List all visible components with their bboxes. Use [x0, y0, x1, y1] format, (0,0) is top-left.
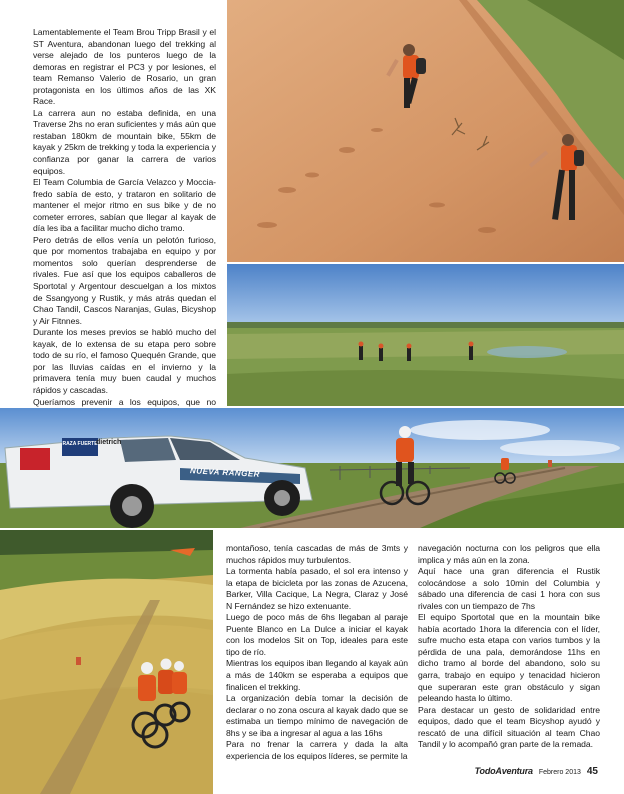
truck-brand-badge: RAZA FUERTE — [62, 441, 98, 447]
paragraph: Aquí hace una gran diferencia el Rustik colocándose a solo 10min del Columbia y sábado una diferencia de casi 1 hora con sus rivales con un tiempazo de 7hs — [418, 566, 600, 611]
paragraph: Para destacar un gesto de solidaridad entre equipos, dado que el team Bicyshop ayudó y rescató de una difícil situación al team Chao Tandil y lo acompañó gran parte de la remada. — [418, 704, 600, 750]
paragraph: Durante los meses previos se habló mucho del kayak, de lo extensa de su etapa pero sobre todo de su río, el famoso Quequén Grande, que por las lluvias caídas en el invierno y la primavera tenía muy buen caudal y muchos rápidos y cascadas. — [33, 327, 216, 395]
article-column-2 — [226, 543, 408, 762]
paragraph: El Team Columbia de García Velazco y Moccia-fredo sabía de esto, y trataron en solitario de mantener el mejor ritmo en sus bike y de no cometer errores, sabían que llegar al kayak de día les iba a facilitar mucho dicho tramo. — [33, 177, 216, 234]
paragraph: La organización debía tomar la decisión de declarar o no zona oscura al kayak dado que se estimaba un tiempo mínimo de navegación de 8hs y se iba a ingresar al agua a las 16hs — [226, 693, 408, 738]
paragraph: Pero detrás de ellos venía un pelotón furioso, que por momentos trabajaba en equipo y por momentos solo querían desprenderse de rivales. Fue así que los equipos caballeros de Sportotal y Argentour descuelgan a los mixtos de Ssangyong y Rustik, y más atrás quedan el Chao Tandil, Cascos Naranjas, Gulas, Bicyshop y Air Fitnnes. — [33, 234, 216, 326]
paragraph: Queríamos prevenir a los equipos, que no — [33, 396, 216, 407]
photo-cyclists-field — [0, 530, 213, 794]
truck-model-label: NUEVA RANGER — [189, 466, 261, 479]
paragraph: Lamentablemente el Team Brou Tripp Brasil y el ST Aventura, abandonan luego del trekking al verse alejado de los punteros luego de la demoras en registrar el PC3 y por lesiones, el team Remanso Valerio de Rosario, un gran protagonista en los últimos años de las XK Race. — [33, 27, 216, 107]
paragraph: navegación nocturna con los peligros que ella implica y más aún en la zona. — [418, 543, 600, 565]
article-column-1 — [33, 27, 216, 431]
paragraph: El equipo Sportotal que en la mountain bike había acortado 1hora la diferencia con el líder, sufre mucho esta etapa con varios tumbos y la pérdida de una pala, demorándose 11hs en dicho tramo al borde del abandono, solo su garra, trabajo en equipo y tenacidad hicieron que superaran este gran obstáculo y sigan peleando hasta lo último. — [418, 612, 600, 704]
page-number: 45 — [586, 766, 598, 777]
paragraph: La tormenta había pasado, el sol era intenso y la etapa de bicicleta por las zonas de Azucena, Barker, Villa Cacique, La Negra, Claraz y José N Fernández se hizo extenuante. — [226, 566, 408, 611]
paragraph: montañoso, tenía cascadas de más de 3mts y muchos rápidos muy turbulentos. — [226, 543, 408, 565]
page-footer — [475, 766, 598, 777]
photo-truck-cyclists — [0, 408, 624, 528]
paragraph: Mientras los equipos iban llegando al kayak aún a más de 140km se esperaba a equipos que finalicen el trekking. — [226, 658, 408, 692]
article-column-3 — [418, 543, 600, 751]
paragraph: Para no frenar la carrera y dada la alta experiencia de los equipos líderes, se permite la — [226, 739, 408, 761]
issue-date: Febrero 2013 — [538, 769, 581, 776]
magazine-name: TodoAventura — [474, 766, 533, 776]
paragraph: La carrera aun no estaba definida, en una Traverse 2hs no eran suficientes y más aún que restaban 180km de mountain bike, 55km de kayak y 25km de trekking y toda la experiencia y confianza por ganar la carrera de varios equipos. — [33, 107, 216, 176]
photo-dune-trekkers — [227, 0, 624, 262]
truck-dealer-label: dietrich — [96, 439, 122, 446]
paragraph: Luego de poco más de 6hs llegaban al paraje Puente Blanco en La Dulce a iniciar el kayak con los modelos Sit on Top, ideales para este tipo de río. — [226, 612, 408, 657]
photo-field-walkers — [227, 264, 624, 406]
